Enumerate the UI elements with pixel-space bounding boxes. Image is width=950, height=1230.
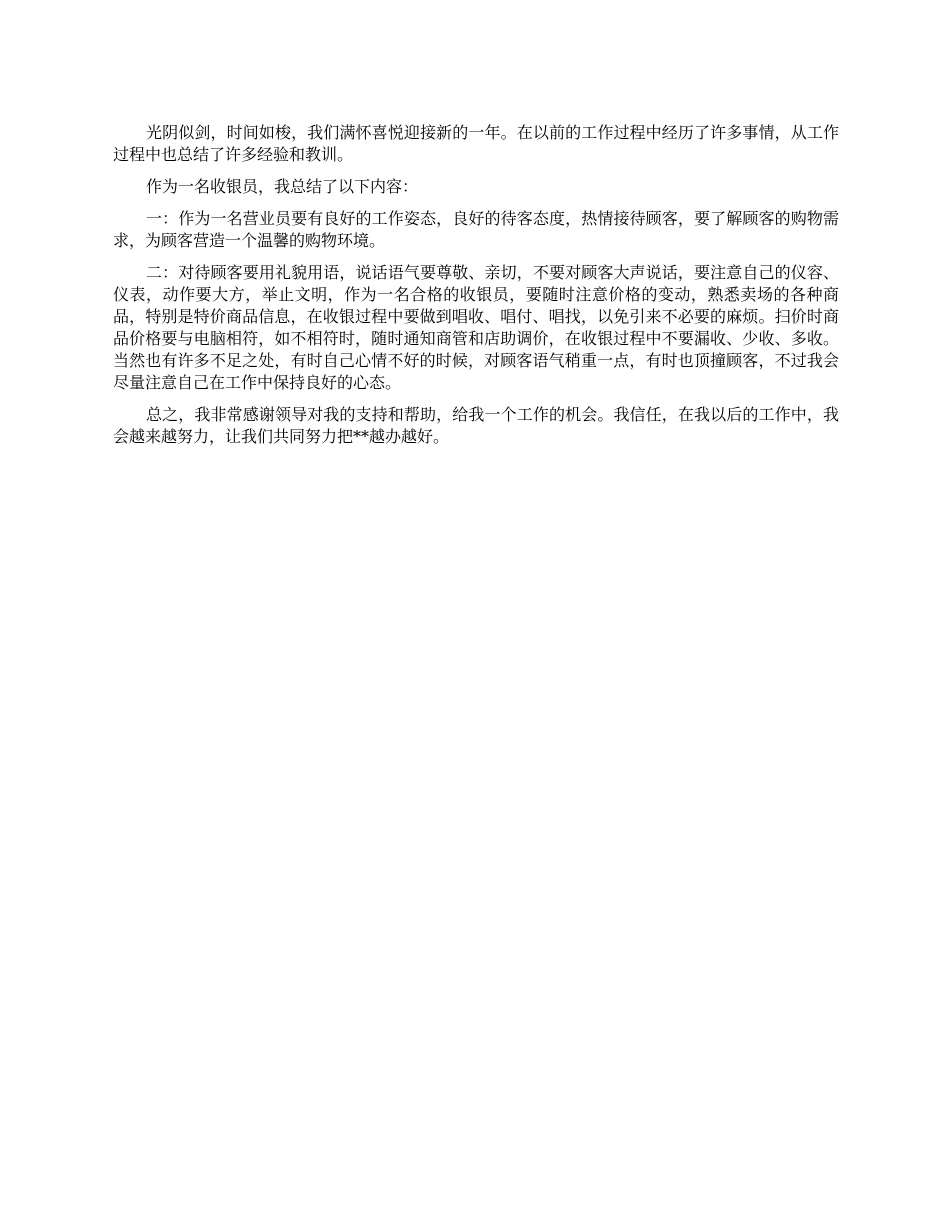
paragraph-conclusion: 总之，我非常感谢领导对我的支持和帮助，给我一个工作的机会。我信任，在我以后的工作中，我会越来越努力，让我们共同努力把**越办越好。 xyxy=(113,405,839,446)
paragraph-intro: 光阴似剑，时间如梭，我们满怀喜悦迎接新的一年。在以前的工作过程中经历了许多事情，从工作过程中也总结了许多经验和教训。 xyxy=(113,123,839,164)
document-body xyxy=(113,122,839,458)
paragraph-summary-heading: 作为一名收银员，我总结了以下内容： xyxy=(146,177,419,196)
paragraph-point-one: 一：作为一名营业员要有良好的工作姿态，良好的待客态度，热情接待顾客，要了解顾客的购物需求，为顾客营造一个温馨的购物环境。 xyxy=(113,209,839,250)
paragraph-point-two: 二：对待顾客要用礼貌用语，说话语气要尊敬、亲切，不要对顾客大声说话，要注意自己的仪容、仪表，动作要大方，举止文明，作为一名合格的收银员，要随时注意价格的变动，熟悉卖场的各种商品，特别是特价商品信息，在收银过程中要做到唱收、唱付、唱找，以免引来不必要的麻烦。扫价时商品价格要与电脑相符，如不相符时，随时通知商管和店助调价，在收银过程中不要漏收、少收、多收。当然也有许多不足之处，有时自己心情不好的时候，对顾客语气稍重一点，有时也顶撞顾客，不过我会尽量注意自己在工作中保持良好的心态。 xyxy=(113,263,839,392)
